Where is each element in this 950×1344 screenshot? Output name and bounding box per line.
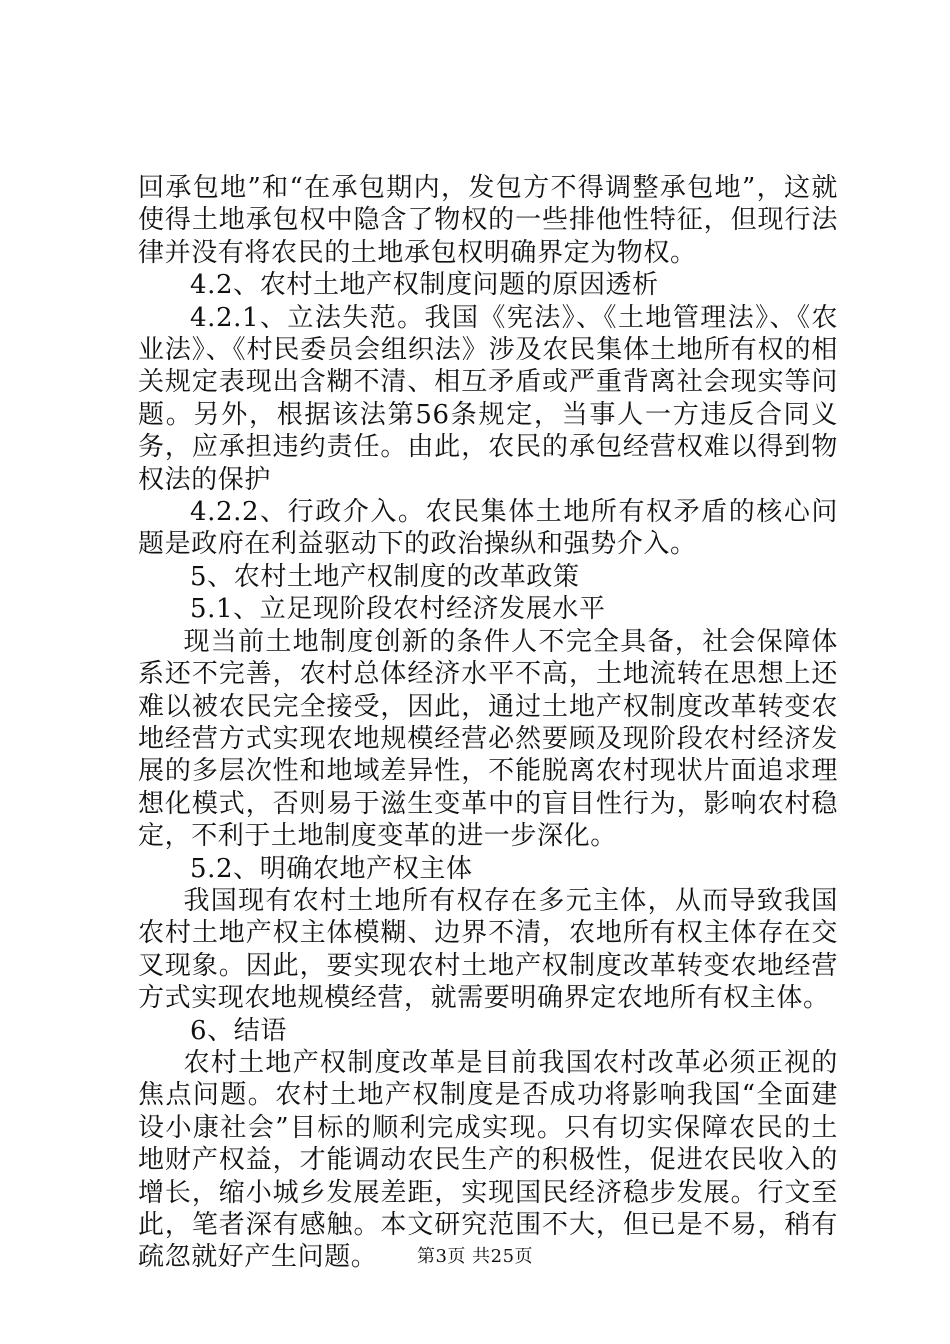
paragraph-5-1-body: 现当前土地制度创新的条件人不完全具备，社会保障体系还不完善，农村总体经济水平不高，土地流转在思想上还难以被农民完全接受，因此，通过土地产权制度改革转变农地经营方式实现农地规模经营必然要顾及现阶段农村经济发展的多层次性和地域差异性，不能脱离农村现状片面追求理想化模式，否则易于滋生变革中的盲目性行为，影响农村稳定，不利于土地制度变革的进一步深化。 <box>138 626 838 852</box>
heading-5-1: 5.1、立足现阶段农村经济发展水平 <box>190 594 606 625</box>
paragraph-continuation: 回承包地”和“在承包期内，发包方不得调整承包地”，这就使得土地承包权中隐含了物权的一些排他性特征，但现行法律并没有将农民的土地承包权明确界定为物权。 <box>138 173 838 268</box>
document-body <box>138 172 838 1274</box>
paragraph-4-2-1: 4.2.1、立法失范。我国《宪法》、《土地管理法》、《农业法》、《村民委员会组织法》涉及农民集体土地所有权的相关规定表现出含糊不清、相互矛盾或严重背离社会现实等问题。另外，根据该法第56条规定，当事人一方违反合同义务，应承担违约责任。由此，农民的承包经营权难以得到物权法的保护 <box>138 302 838 495</box>
paragraph-4-2-2: 4.2.2、行政介入。农民集体土地所有权矛盾的核心问题是政府在利益驱动下的政治操纵和强势介入。 <box>138 497 838 560</box>
paragraph-5-2-body: 我国现有农村土地所有权存在多元主体，从而导致我国农村土地产权主体模糊、边界不清，农地所有权主体存在交叉现象。因此，要实现农村土地产权制度改革转变农地经营方式实现农地规模经营，就需要明确界定农地所有权主体。 <box>138 885 838 1014</box>
heading-5-2: 5.2、明确农地产权主体 <box>190 853 473 884</box>
paragraph-6-body: 农村土地产权制度改革是目前我国农村改革必须正视的焦点问题。农村土地产权制度是否成功将影响我国“全面建设小康社会”目标的顺利完成实现。只有切实保障农民的土地财产权益，才能调动农民生产的积极性，促进农民收入的增长，缩小城乡发展差距，实现国民经济稳步发展。行文至此，笔者深有感触。本文研究范围不大，但已是不易，稍有疏忽就好产生问题。 <box>138 1047 838 1273</box>
page-number-footer: 第3页 共25页 <box>416 1246 534 1267</box>
heading-6: 6、结语 <box>190 1015 287 1046</box>
heading-4-2: 4.2、农村土地产权制度问题的原因透析 <box>190 270 659 301</box>
heading-5: 5、农村土地产权制度的改革政策 <box>190 561 580 592</box>
